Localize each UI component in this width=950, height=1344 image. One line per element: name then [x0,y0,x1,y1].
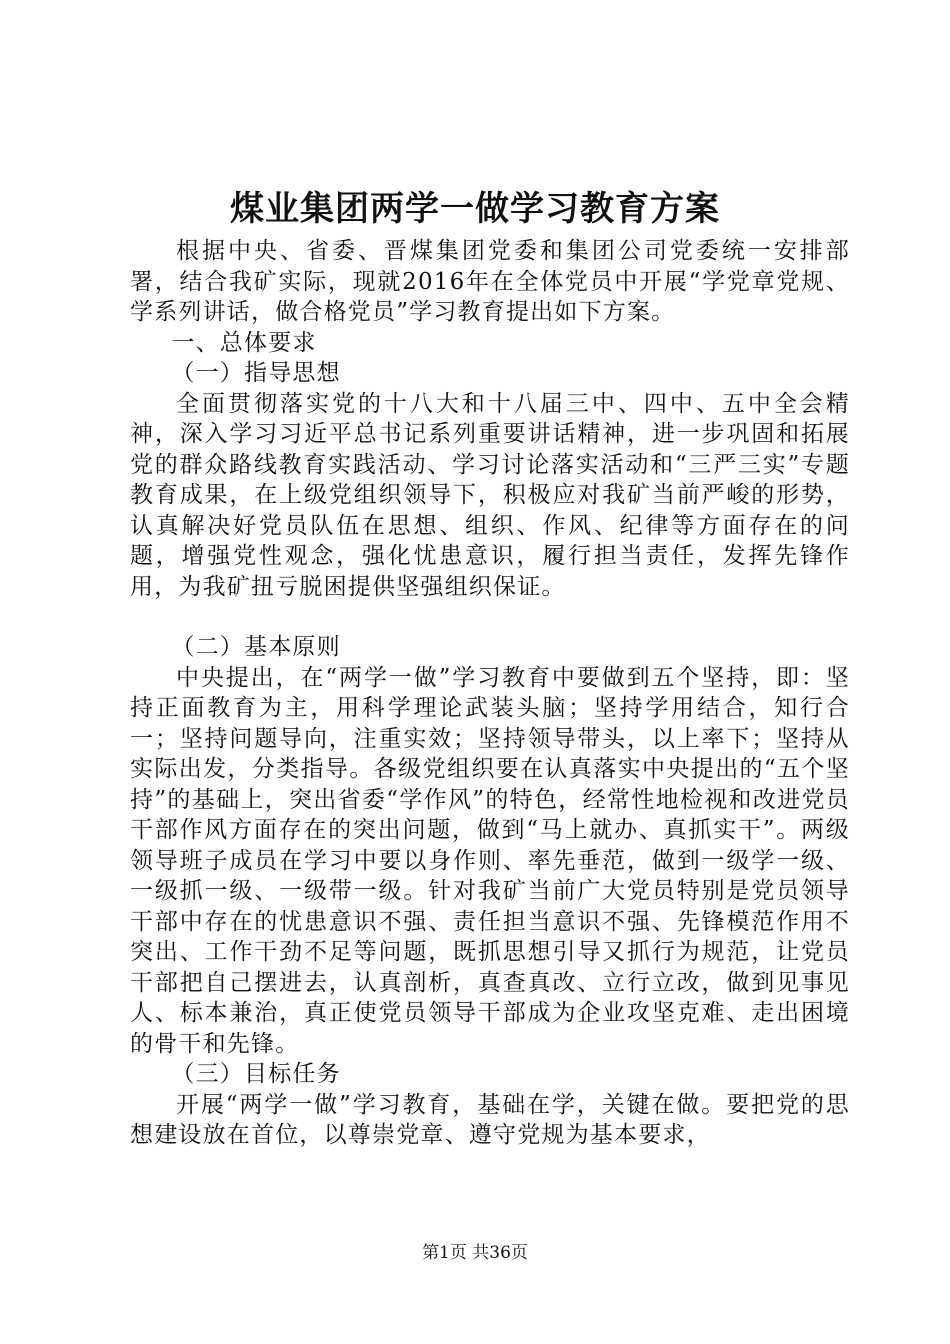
document-title: 煤业集团两学一做学习教育方案 [230,189,720,229]
paragraph-spacer [130,602,850,632]
page-number-footer: 第1页 共36页 [422,1243,528,1263]
intro-paragraph: 根据中央、省委、晋煤集团党委和集团公司党委统一安排部署，结合我矿实际，现就2016年在全体党员中开展“学党章党规、学系列讲话，做合格党员”学习教育提出如下方案。 [130,238,850,325]
subsection-heading-guiding-ideology: （一）指导思想 [171,360,341,386]
basic-principles-paragraph: 中央提出，在“两学一做”学习教育中要做到五个坚持，即：坚持正面教育为主，用科学理论武装头脑；坚持学用结合，知行合一；坚持问题导向，注重实效；坚持领导带头，以上率下；坚持从实际出发，分类指导。各级党组织要在认真落实中央提出的“五个坚持”的基础上，突出省委“学作风”的特色，经常性地检视和改进党员干部作风方面存在的突出问题，做到“马上就办、真抓实干”。两级领导班子成员在学习中要以身作则、率先垂范，做到一级学一级、一级抓一级、一级带一级。针对我矿当前广大党员特别是党员领导干部中存在的忧患意识不强、责任担当意识不强、先锋模范作用不突出、工作干劲不足等问题，既抓思想引导又抓行为规范，让党员干部把自己摆进去，认真剖析，真查真改、立行立改，做到见事见人、标本兼治，真正使党员领导干部成为企业攻坚克难、走出困境的骨干和先锋。 [130,664,850,1057]
subsection-heading-objectives: （三）目标任务 [171,1061,341,1087]
objectives-paragraph: 开展“两学一做”学习教育，基础在学，关键在做。要把党的思想建设放在首位，以尊崇党章、遵守党规为基本要求， [130,1091,850,1148]
guiding-ideology-paragraph: 全面贯彻落实党的十八大和十八届三中、四中、五中全会精神，深入学习习近平总书记系列重要讲话精神，进一步巩固和拓展党的群众路线教育实践活动、学习讨论落实活动和“三严三实”专题教育成果，在上级党组织领导下，积极应对我矿当前严峻的形势，认真解决好党员队伍在思想、组织、作风、纪律等方面存在的问题，增强党性观念，强化忧患意识，履行担当责任，发挥先锋作用，为我矿扭亏脱困提供坚强组织保证。 [130,390,850,600]
document-body [130,236,850,1151]
section-heading-general-requirements: 一、总体要求 [171,329,317,356]
subsection-heading-basic-principles: （二）基本原则 [171,634,341,660]
